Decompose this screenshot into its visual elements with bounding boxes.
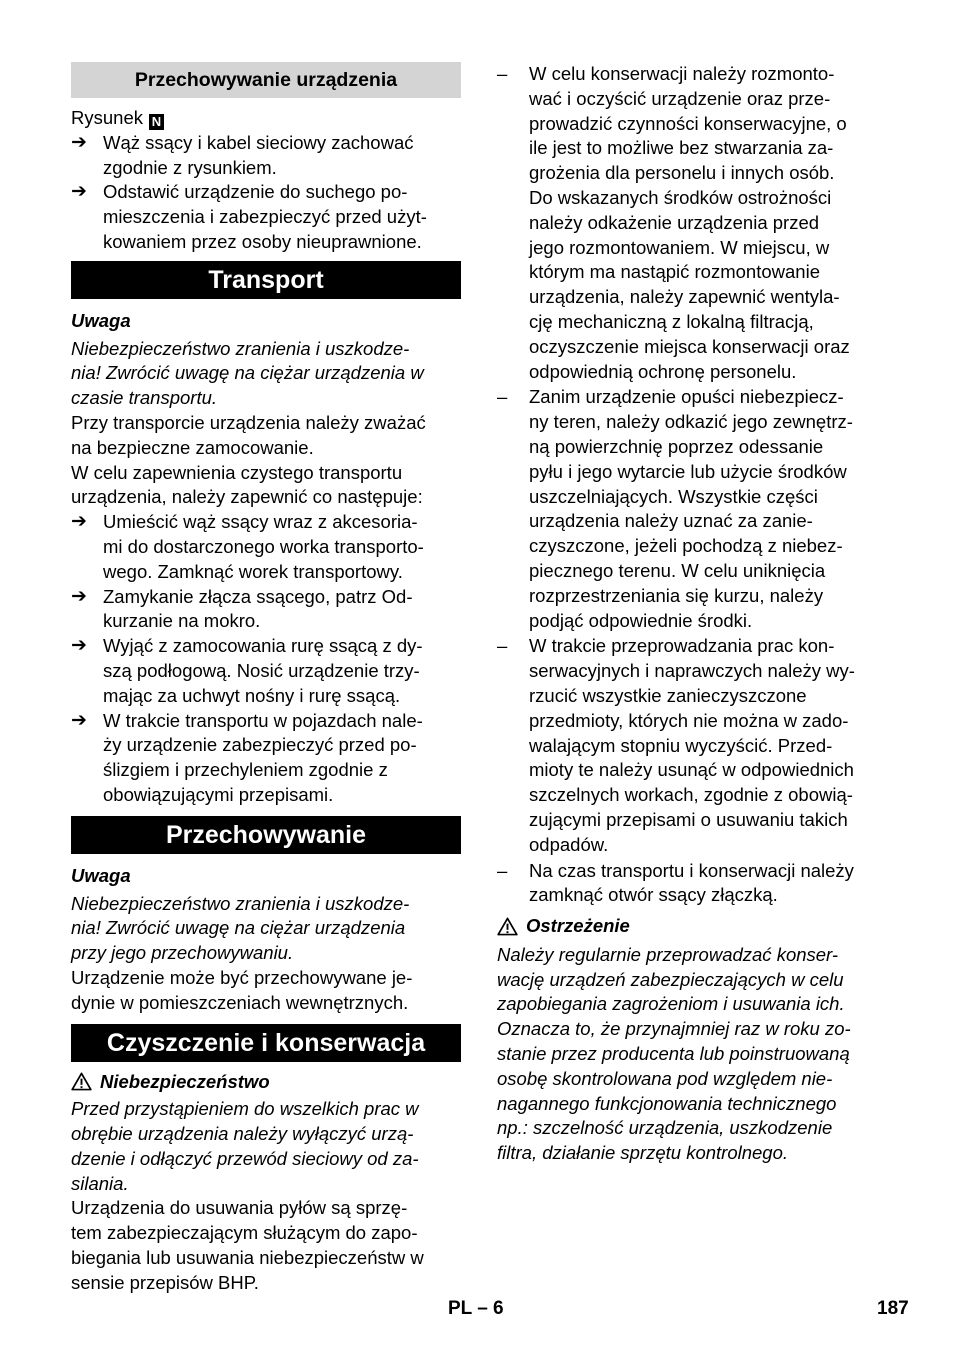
caution-text: Niebezpieczeństwo zranienia i uszkodze- nia! Zwrócić uwagę na ciężar urządzenia przy jego przechowywaniu. (71, 892, 410, 964)
list-item (71, 510, 461, 584)
list-item (497, 634, 889, 857)
danger-heading (71, 1070, 461, 1095)
caution-label: Uwaga (71, 864, 131, 886)
list-item (497, 859, 889, 909)
dash-text: W trakcie przeprowadzania prac kon- serwacyjnych i naprawczych należy wy- rzucić wszystkie zanieczyszczone przedmioty, których nie można w zado- walającym stopniu wyczyścić. Przed- mioty te należy usunąć w odpowiednich szczelnych workach, zgodnie z obowią- zującymi przepisami o usuwaniu takich odpadów. (529, 635, 855, 855)
arrow-right-icon: ➔ (71, 585, 87, 607)
bullet-text: W trakcie transportu w pojazdach nale- ży urządzenie zabezpieczyć przed po- ślizgiem i przechyleniem zgodnie z obowiązującymi przepisami. (103, 709, 423, 805)
dash-marker: – (497, 63, 508, 84)
warning-label: Ostrzeżenie (526, 915, 630, 937)
dash-marker: – (497, 635, 508, 657)
warning-text: Należy regularnie przeprowadzać konser- wację urządzeń zabezpieczających w celu zapobiegania zagrożeniom i usuwania ich. Oznacza to, że przynajmniej raz w roku zo- stanie przez producenta lub poinstruowaną osobę skontrolowana pod względem nie- nagannego funkcjonowania technicznego np.: szczelność urządzenia, uszkodzenie filtra, działanie sprzętu kontrolnego. (497, 943, 851, 1164)
list-item (71, 709, 461, 808)
bullet-text: Umieścić wąż ssący wraz z akcesoria- mi do dostarczonego worka transporto- wego. Zamknąć worek transportowy. (103, 511, 424, 582)
footer-language-page: PL – 6 (448, 1298, 504, 1319)
arrow-right-icon: ➔ (71, 511, 87, 533)
page-number: 187 (877, 1298, 909, 1319)
paragraph: Przy transporcie urządzenia należy zważać na bezpieczne zamocowanie. (71, 411, 426, 458)
list-item (497, 62, 889, 384)
list-item (71, 131, 461, 181)
warning-triangle-icon (497, 917, 518, 936)
warning-triangle-icon (71, 1072, 92, 1091)
left-column (71, 62, 461, 1296)
list-item (71, 180, 461, 254)
bullet-text: Wyjąć z zamocowania rurę ssącą z dy- szą podłogową. Nosić urządzenie trzy- mając za uchwyt nośny i rurę ssącą. (103, 635, 423, 706)
danger-label: Niebezpieczeństwo (100, 1070, 270, 1092)
bullet-text: Odstawić urządzenie do suchego po- mieszczenia i zabezpieczyć przed użyt- kowaniem przez osoby nieuprawnione. (103, 181, 427, 252)
figure-label: Rysunek (71, 107, 143, 128)
dash-text: Zanim urządzenie opuści niebezpiecz- ny teren, należy odkazić jego zewnętrz- ną powierzchnię poprzez odessanie pyłu i jego wytarcie lub użycie środków uszczelniających. Wszystkie części urządzenia należy uznać za zanie- czyszczone, jeżeli pochodzą z niebez- piecznego terenu. W celu uniknięcia rozprzestrzeniania się kurzu, należy podjąć odpowiednie środki. (529, 386, 853, 631)
section-heading-storage: Przechowywanie (71, 816, 461, 854)
list-item (497, 385, 889, 633)
list-item (71, 634, 461, 708)
dash-marker: – (497, 859, 508, 881)
arrow-right-icon: ➔ (71, 709, 87, 731)
paragraph: Urządzenie może być przechowywane je- dynie w pomieszczeniach wewnętrznych. (71, 966, 413, 1013)
warning-heading (497, 914, 889, 939)
arrow-right-icon: ➔ (71, 181, 87, 203)
bullet-text: Zamykanie złącza ssącego, patrz Od- kurzanie na mokro. (103, 585, 413, 632)
paragraph: W celu zapewnienia czystego transportu urządzenia, należy zapewnić co następuje: (71, 461, 423, 508)
right-column (497, 62, 889, 1166)
section-heading-device-storage: Przechowywanie urządzenia (71, 62, 461, 98)
section-heading-transport: Transport (71, 261, 461, 299)
caution-text: Niebezpieczeństwo zranienia i uszkodze- nia! Zwrócić uwagę na ciężar urządzenia w czasie transportu. (71, 337, 424, 409)
figure-reference (71, 106, 461, 131)
dash-text: W celu konserwacji należy rozmonto- wać i oczyścić urządzenie oraz prze- prowadzić czynności konserwacyjne, o ile jest to możliwe bez stwarzania za- grożenia dla personelu i innych osób. Do wskazanych środków ostrożności należy odkażenie urządzenia przed jego rozmontowaniem. W miejscu, w którym ma nastąpić rozmontowanie urządzenia, należy zapewnić wentyla- cję mechaniczną z lokalną filtracją, oczyszczenie miejsca konserwacji oraz odpowiednią ochronę personelu. (529, 63, 850, 382)
caution-label: Uwaga (71, 309, 131, 331)
danger-text: Przed przystąpieniem do wszelkich prac w obrębie urządzenia należy wyłączyć urzą- dzenie i odłączyć przewód sieciowy od za- silania. (71, 1098, 419, 1194)
paragraph: Urządzenia do usuwania pyłów są sprzę- tem zabezpieczającym służącym do zapo- biegania lub usuwania niebezpieczeństw w sensie przepisów BHP. (71, 1197, 424, 1293)
arrow-right-icon: ➔ (71, 635, 87, 657)
bullet-text: Wąż ssący i kabel sieciowy zachować zgodnie z rysunkiem. (103, 131, 414, 178)
section-heading-cleaning: Czyszczenie i konserwacja (71, 1024, 461, 1062)
arrow-right-icon: ➔ (71, 131, 87, 153)
figure-letter-badge: N (149, 114, 164, 130)
list-item (71, 585, 461, 635)
dash-text: Na czas transportu i konserwacji należy zamknąć otwór ssący złączką. (529, 859, 854, 906)
dash-marker: – (497, 386, 508, 408)
